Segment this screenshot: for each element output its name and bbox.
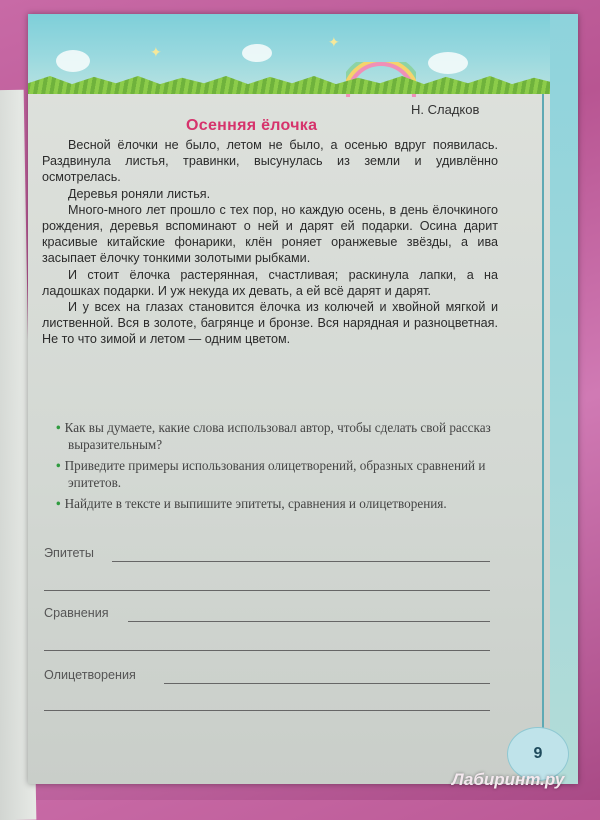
epithets-answer-line-2[interactable]: [44, 590, 490, 591]
comparisons-answer-line[interactable]: [128, 621, 490, 622]
story-paragraph: Деревья роняли листья.: [68, 186, 211, 201]
story-paragraph: И стоит ёлочка растерянная, счастливая; раскинула лапки, а на ладошках подарки. И уж некуда их девать, а ей всё дарят и дарят.: [42, 267, 498, 298]
page-side-band: [550, 14, 578, 784]
star-icon: ✦: [150, 44, 162, 60]
story-paragraph: Много-много лет прошло с тех пор, но каждую осень, в день ёлочкиного рождения, деревья вспоминают о ней и дарят ей подарки. Осина дарит красивые китайские фонарики, клён роняет оранжевые звёзды, а ива засыпает ёлочку тонкими золотыми рыбками.: [42, 202, 498, 266]
story-paragraph: Весной ёлочки не было, летом не было, а осенью вдруг появилась. Раздвинула листья, травинки, высунулась из земли и удивлённо осмотрелась.: [42, 138, 498, 185]
epithets-answer-line[interactable]: [112, 561, 490, 562]
task-item: [42, 496, 506, 513]
personification-answer-line-2[interactable]: [44, 710, 490, 711]
cloud-icon: [242, 44, 272, 62]
task-item: [42, 458, 506, 491]
comparisons-label: Сравнения: [44, 606, 109, 620]
story-text: [42, 137, 498, 348]
bullet-icon: •: [56, 496, 61, 511]
task-text: Приведите примеры использования олицетворений, образных сравнений и эпитетов.: [64, 458, 486, 490]
personification-answer-line[interactable]: [164, 683, 490, 684]
margin-rule: [542, 94, 544, 734]
page-number: 9: [507, 727, 569, 781]
task-text: Найдите в тексте и выпишите эпитеты, сравнения и олицетворения.: [64, 496, 447, 511]
story-paragraph: И у всех на глазах становится ёлочка из колючей и хвойной мягкой и лиственной. Вся в золоте, багрянце и бронзе. Вся нарядная и разноцветная. Не то что зимой и летом — одним цветом.: [42, 300, 498, 347]
epithets-label: Эпитеты: [44, 546, 94, 560]
cloud-icon: [56, 50, 90, 72]
bullet-icon: •: [56, 420, 61, 435]
story-title: Осенняя ёлочка: [186, 117, 318, 134]
task-text: Как вы думаете, какие слова использовал автор, чтобы сделать свой рассказ выразительным?: [64, 420, 491, 452]
cloud-icon: [428, 52, 468, 74]
bullet-icon: •: [56, 458, 61, 473]
watermark-logo: Лабиринт.ру: [452, 770, 565, 789]
personification-label: Олицетворения: [44, 668, 136, 682]
comparisons-answer-line-2[interactable]: [44, 650, 490, 651]
workbook-page: [28, 14, 578, 784]
task-item: [42, 420, 506, 453]
star-icon: ✦: [328, 34, 340, 50]
author-name: Н. Сладков: [411, 102, 480, 117]
rainbow-icon: [346, 62, 416, 132]
task-list: [42, 420, 506, 518]
